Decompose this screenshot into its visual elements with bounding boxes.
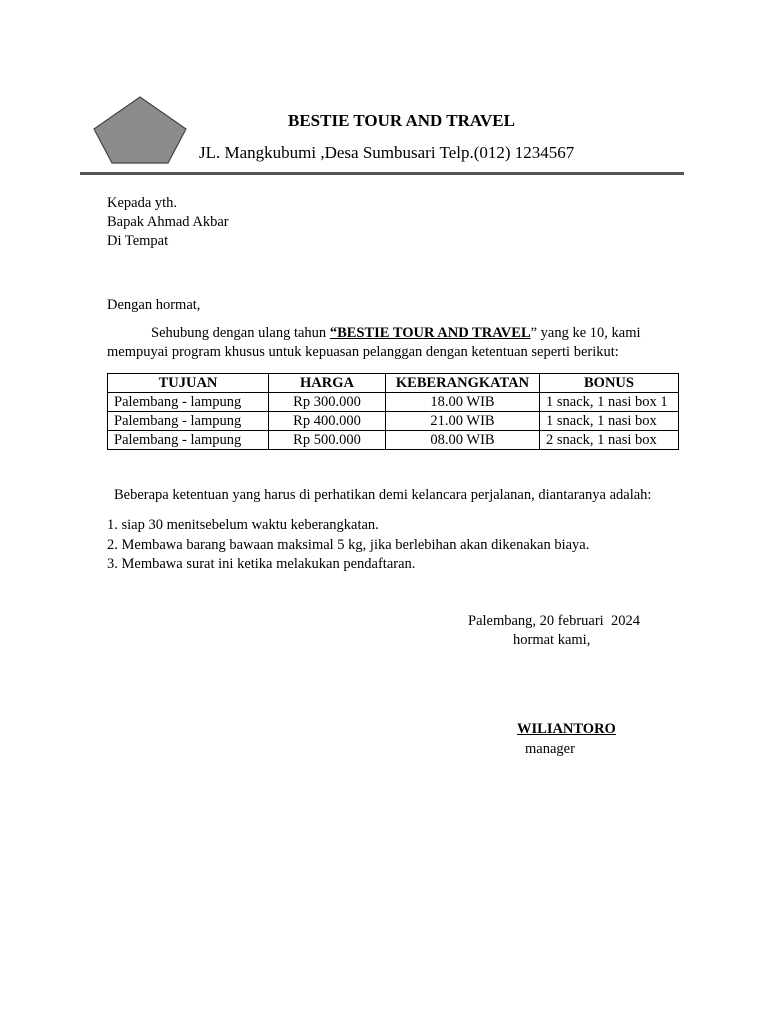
intro-text-before: Sehubung dengan ulang tahun: [151, 325, 330, 341]
cell-keberangkatan: 18.00 WIB: [386, 393, 540, 412]
list-item: 3. Membawa surat ini ketika melakukan pendaftaran.: [107, 556, 416, 572]
header-keberangkatan: KEBERANGKATAN: [386, 374, 540, 393]
cell-bonus: 1 snack, 1 nasi box: [540, 412, 679, 431]
recipient-line-3: Di Tempat: [107, 233, 169, 249]
signer-title: manager: [525, 741, 575, 757]
header-harga: HARGA: [269, 374, 386, 393]
table-row: [108, 431, 679, 450]
recipient-line-1: Kepada yth.: [107, 195, 178, 211]
pentagon-logo: [92, 95, 188, 165]
closing-regards: hormat kami,: [513, 632, 591, 648]
cell-keberangkatan: 21.00 WIB: [386, 412, 540, 431]
table-header-row: [108, 374, 679, 393]
intro-paragraph: [107, 324, 677, 362]
list-item: 2. Membawa barang bawaan maksimal 5 kg, jika berlebihan akan dikenakan biaya.: [107, 536, 590, 553]
company-name: BESTIE TOUR AND TRAVEL: [288, 111, 515, 130]
greeting: Dengan hormat,: [107, 297, 201, 313]
header-bonus: BONUS: [540, 374, 679, 393]
program-table: [107, 373, 679, 450]
header-divider: [80, 172, 684, 175]
header-tujuan: TUJUAN: [108, 374, 269, 393]
intro-company-highlight: “BESTIE TOUR AND TRAVEL: [329, 325, 531, 341]
cell-tujuan: Palembang - lampung: [108, 412, 269, 431]
cell-tujuan: Palembang - lampung: [108, 393, 269, 412]
ketentuan-list: [107, 516, 589, 575]
cell-bonus: 1 snack, 1 nasi box 1: [540, 393, 679, 412]
ketentuan-intro: Beberapa ketentuan yang harus di perhatikan demi kelancara perjalanan, diantaranya adalah:: [114, 487, 652, 503]
place-date: Palembang, 20 februari 2024: [468, 613, 640, 629]
cell-bonus: 2 snack, 1 nasi box: [540, 431, 679, 450]
list-item: 1. siap 30 menitsebelum waktu keberangkatan.: [107, 517, 379, 533]
table-row: [108, 393, 679, 412]
recipient-line-2: Bapak Ahmad Akbar: [107, 214, 229, 230]
cell-harga: Rp 500.000: [269, 431, 386, 450]
intro-text-after: ” yang ke 10, kami mempuyai program khusus untuk kepuasan pelanggan dengan ketentuan seperti berikut:: [107, 325, 641, 360]
table-row: [108, 412, 679, 431]
cell-harga: Rp 300.000: [269, 393, 386, 412]
company-address: JL. Mangkubumi ,Desa Sumbusari Telp.(012) 1234567: [199, 143, 575, 162]
cell-tujuan: Palembang - lampung: [108, 431, 269, 450]
cell-keberangkatan: 08.00 WIB: [386, 431, 540, 450]
cell-harga: Rp 400.000: [269, 412, 386, 431]
signer-name: WILIANTORO: [517, 721, 616, 737]
